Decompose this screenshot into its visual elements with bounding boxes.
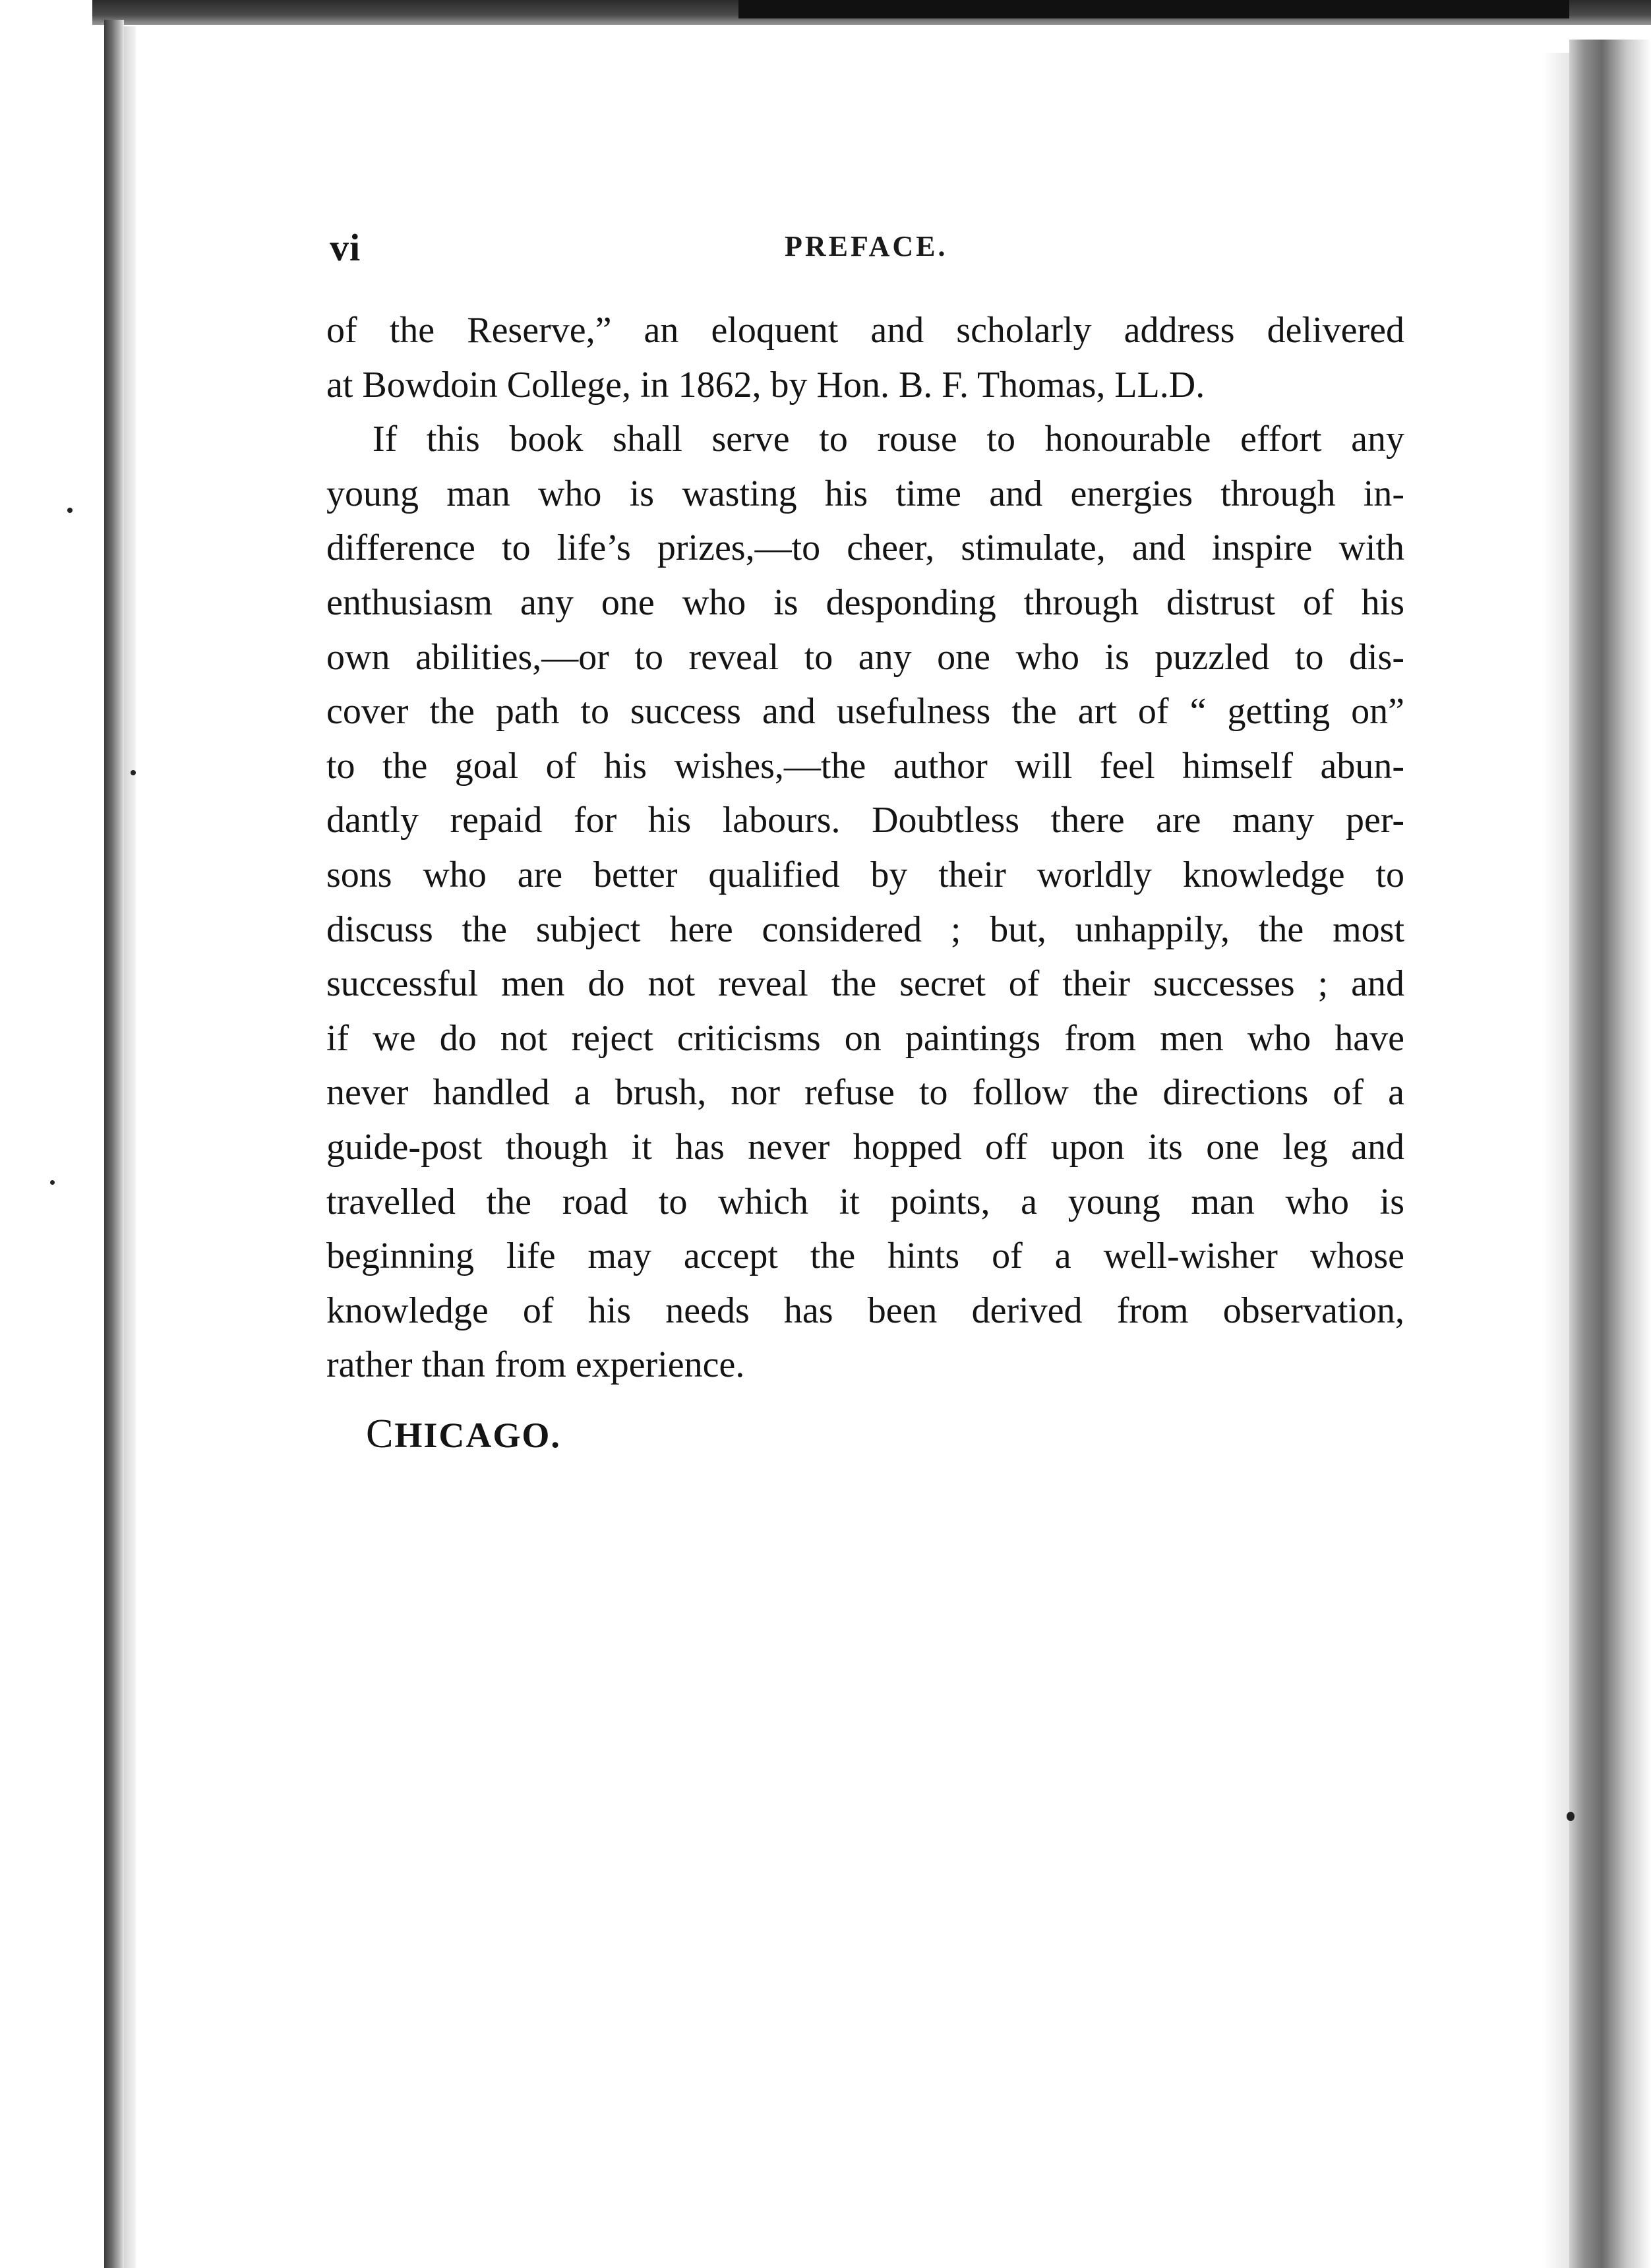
preface-body bbox=[326, 303, 1404, 1392]
text-line: guide-post though it has never hopped off upon its one leg and bbox=[326, 1126, 1404, 1168]
page-header bbox=[323, 225, 1404, 272]
scan-speck bbox=[50, 1180, 55, 1185]
text-line: If this book shall serve to rouse to honourable effort any bbox=[373, 419, 1404, 460]
scan-left-gutter bbox=[124, 26, 136, 2268]
scan-left-frame bbox=[104, 20, 124, 2268]
place-initial: C bbox=[366, 1412, 395, 1456]
place-rest: HICAGO. bbox=[394, 1416, 561, 1455]
text-line: successful men do not reveal the secret of their successes ; and bbox=[326, 963, 1404, 1005]
text-line: own abilities,—or to reveal to any one who is puzzled to dis- bbox=[326, 636, 1404, 678]
place-signature bbox=[366, 1411, 561, 1458]
text-line: dantly repaid for his labours. Doubtless there are many per- bbox=[326, 800, 1404, 841]
text-line: young man who is wasting his time and energies through in- bbox=[326, 473, 1404, 514]
page-number: vi bbox=[330, 226, 361, 269]
text-line: cover the path to success and usefulness the art of “ getting on” bbox=[326, 691, 1404, 732]
scan-speck bbox=[131, 770, 136, 775]
text-line: to the goal of his wishes,—the author will feel himself abun- bbox=[326, 745, 1404, 787]
text-line: beginning life may accept the hints of a well-wisher whose bbox=[326, 1236, 1404, 1277]
text-line: rather than from experience. bbox=[326, 1344, 745, 1386]
text-line: enthusiasm any one who is desponding through distrust of his bbox=[326, 582, 1404, 623]
text-line: difference to life’s prizes,—to cheer, stimulate, and inspire with bbox=[326, 527, 1404, 569]
scan-top-binding bbox=[738, 0, 1569, 18]
text-line: travelled the road to which it points, a young man who is bbox=[326, 1181, 1404, 1222]
scan-speck bbox=[67, 508, 73, 513]
text-line: sons who are better qualified by their worldly knowledge to bbox=[326, 854, 1404, 895]
text-line: never handled a brush, nor refuse to follow the directions of a bbox=[326, 1072, 1404, 1114]
scan-speck bbox=[1567, 1812, 1575, 1821]
text-line: of the Reserve,” an eloquent and scholarly address delivered bbox=[326, 310, 1404, 351]
running-head: PREFACE. bbox=[785, 230, 948, 262]
text-line: at Bowdoin College, in 1862, by Hon. B. F. Thomas, LL.D. bbox=[326, 364, 1205, 405]
text-line: knowledge of his needs has been derived from observation, bbox=[326, 1290, 1404, 1331]
scan-right-edge bbox=[1569, 40, 1651, 2268]
text-line: if we do not reject criticisms on paintings from men who have bbox=[326, 1017, 1404, 1059]
page-right-shadow bbox=[1543, 53, 1569, 2268]
text-line: discuss the subject here considered ; but, unhappily, the most bbox=[326, 909, 1404, 950]
